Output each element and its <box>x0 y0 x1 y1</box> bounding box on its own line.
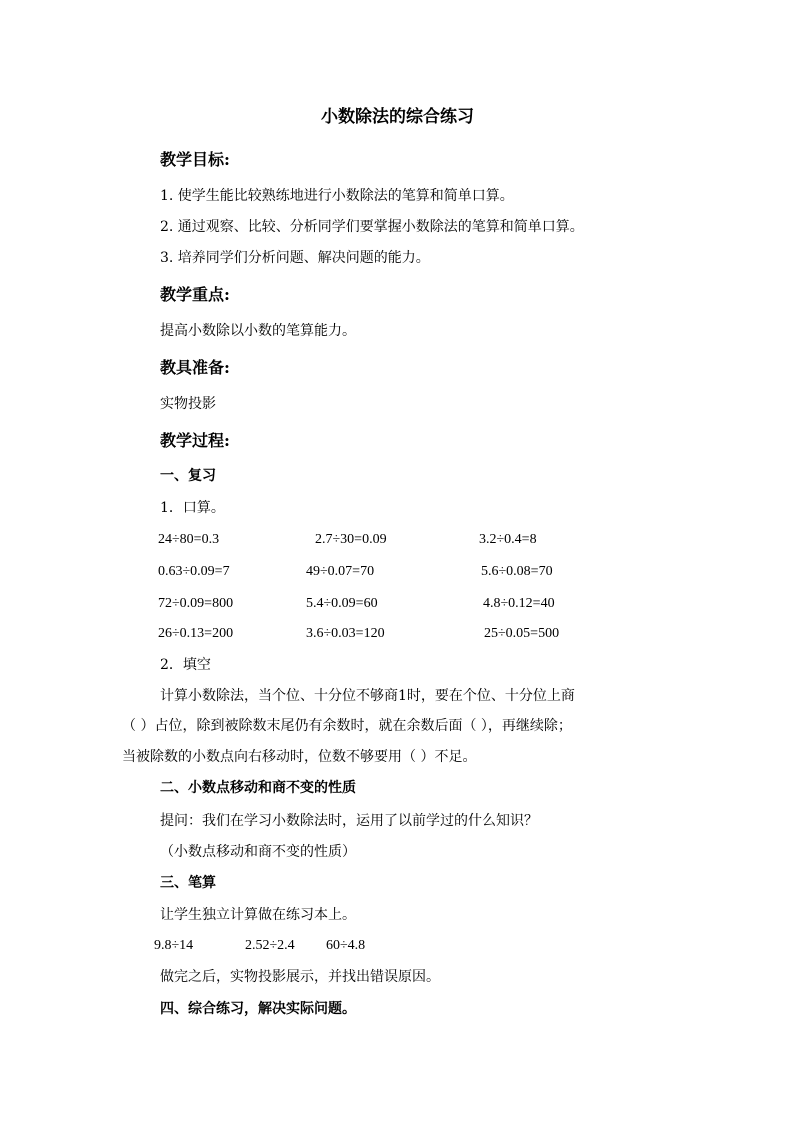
key-point-text: 提高小数除以小数的笔算能力。 <box>160 323 356 339</box>
oral-calc-item: 5.4÷0.09=60 <box>306 596 378 611</box>
oral-calc-item: 25÷0.05=500 <box>484 626 560 641</box>
oral-calc-item: 4.8÷0.12=40 <box>483 596 555 611</box>
oral-calc-label: 1．口算。 <box>160 500 225 516</box>
oral-calc-item: 3.2÷0.4=8 <box>479 532 537 547</box>
answer-text: （小数点移动和商不变的性质） <box>160 844 356 860</box>
oral-calc-item: 2.7÷30=0.09 <box>315 532 387 547</box>
objective-item: 1. 使学生能比较熟练地进行小数除法的笔算和简单口算。 <box>160 188 514 204</box>
fill-blank-line: （ ）占位，除到被除数末尾仍有余数时，就在余数后面（ ），再继续除； <box>122 718 572 734</box>
process-heading: 教学过程: <box>160 431 230 450</box>
objective-item: 2. 通过观察、比较、分析同学们要掌握小数除法的笔算和简单口算。 <box>160 219 584 235</box>
section-title-properties: 二、小数点移动和商不变的性质 <box>160 780 356 796</box>
oral-calc-item: 5.6÷0.08=70 <box>481 564 553 579</box>
oral-calc-item: 26÷0.13=200 <box>158 626 234 641</box>
oral-calc-item: 24÷80=0.3 <box>158 532 220 547</box>
objectives-heading: 教学目标: <box>160 150 230 169</box>
written-problem: 9.8÷14 <box>154 938 194 953</box>
fill-blank-label: 2．填空 <box>160 657 211 673</box>
oral-calc-item: 3.6÷0.03=120 <box>306 626 385 641</box>
written-instruction: 让学生独立计算做在练习本上。 <box>160 907 356 923</box>
oral-calc-item: 49÷0.07=70 <box>306 564 375 579</box>
section-title-review: 一、复习 <box>160 468 216 484</box>
fill-blank-line: 计算小数除法，当个位、十分位不够商1时，要在个位、十分位上商 <box>160 688 575 704</box>
written-after-text: 做完之后，实物投影展示，并找出错误原因。 <box>160 969 440 985</box>
section-title-written: 三、笔算 <box>160 875 216 891</box>
oral-calc-item: 72÷0.09=800 <box>158 596 234 611</box>
materials-heading: 教具准备: <box>160 358 230 377</box>
fill-blank-line: 当被除数的小数点向右移动时，位数不够要用（ ）不足。 <box>122 749 477 765</box>
written-problem: 60÷4.8 <box>326 938 366 953</box>
materials-text: 实物投影 <box>160 396 216 412</box>
section-title-practice: 四、综合练习，解决实际问题。 <box>160 1001 356 1017</box>
key-point-heading: 教学重点: <box>160 285 230 304</box>
objective-item: 3. 培养同学们分析问题、解决问题的能力。 <box>160 250 430 266</box>
question-text: 提问：我们在学习小数除法时，运用了以前学过的什么知识？ <box>160 813 538 829</box>
page-title: 小数除法的综合练习 <box>321 107 474 127</box>
oral-calc-item: 0.63÷0.09=7 <box>158 564 230 579</box>
written-problem: 2.52÷2.4 <box>245 938 295 953</box>
